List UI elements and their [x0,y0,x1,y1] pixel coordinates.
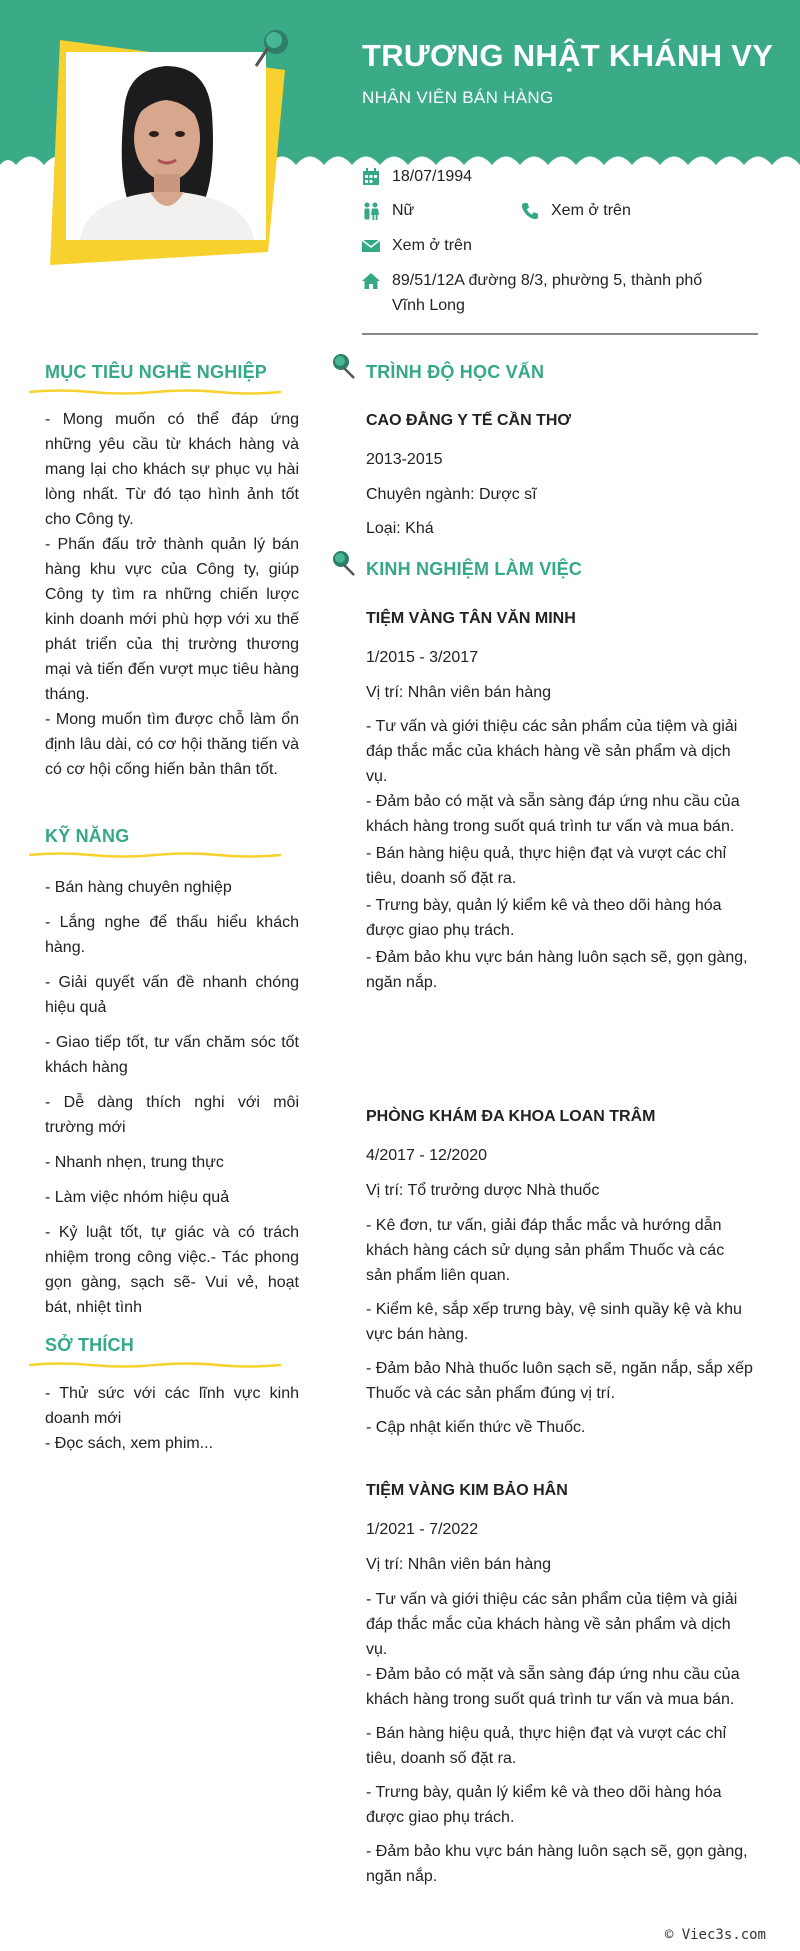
objective-title: MỤC TIÊU NGHỀ NGHIỆP [45,362,268,382]
skill-item: - Giao tiếp tốt, tư vấn chăm sóc tốt khách hàng [45,1034,299,1076]
hobby-item: - Đọc sách, xem phim... [45,1435,214,1452]
pushpin-icon [330,352,358,382]
contact-address [362,268,762,320]
duty-item: - Cập nhật kiến thức về Thuốc. [366,1419,586,1436]
calendar-icon [362,168,380,186]
hobbies-underline [28,1361,282,1369]
duty-item: - Bán hàng hiệu quả, thực hiện đạt và vượt các chỉ tiêu, doanh số đặt ra. [366,845,727,887]
objective-paragraph: - Phấn đấu trở thành quản lý bán hàng khu vực của Công ty, giúp Công ty tìm ra những chiến lược kinh doanh mới phù hợp với xu thế phát triển của thị trường thương mại và tiến đến vượt mục tiêu hàng tháng. [45,536,299,703]
skill-item: - Lắng nghe để thấu hiểu khách hàng. [45,914,299,956]
job-position: Vị trí: Nhân viên bán hàng [366,684,552,701]
envelope-icon [362,237,380,255]
education-school: CAO ĐẲNG Y TẾ CẦN THƠ [366,412,572,429]
skill-item: - Nhanh nhẹn, trung thực [45,1154,224,1171]
education-grade: Loại: Khá [366,520,434,537]
job-duties [366,1213,754,1440]
hobbies-list [45,1381,299,1456]
skill-item: - Dễ dàng thích nghi với môi trường mới [45,1094,299,1136]
email-value: Xem ở trên [392,237,472,254]
skill-item: - Bán hàng chuyên nghiệp [45,879,232,896]
duty-item: - Đảm bảo khu vực bán hàng luôn sạch sẽ, gọn gàng, ngăn nắp. [366,1843,748,1885]
job-duties [366,714,754,995]
education-title: TRÌNH ĐỘ HỌC VẤN [366,362,545,382]
duty-item: - Đảm bảo khu vực bán hàng luôn sạch sẽ, gọn gàng, ngăn nắp. [366,949,748,991]
job-title: NHÂN VIÊN BÁN HÀNG [362,88,554,107]
duty-item: - Trưng bày, quản lý kiểm kê và theo dõi hàng hóa được giao phụ trách. [366,897,722,939]
job-period: 1/2015 - 3/2017 [366,649,479,666]
duty-item: - Đảm bảo có mặt và sẵn sàng đáp ứng nhu cầu của khách hàng trong suốt quá trình tư vấn và mua bán. [366,793,740,835]
skills-underline [28,851,282,859]
education-period: 2013-2015 [366,451,443,468]
contact-gender [362,198,512,223]
home-icon [362,272,380,290]
pushpin-icon [330,549,358,579]
contact-phone [521,198,721,223]
education-major: Chuyên ngành: Dược sĩ [366,486,537,503]
dob-value: 18/07/1994 [392,168,473,185]
pushpin-icon [250,26,294,72]
job-position: Vị trí: Tổ trưởng dược Nhà thuốc [366,1182,600,1199]
contact-dob [362,164,562,189]
gender-value: Nữ [392,202,415,219]
objective-underline [28,388,282,396]
skill-item: - Kỷ luật tốt, tự giác và có trách nhiệm trong công việc.- Tác phong gọn gàng, sạch sẽ- Vui vẻ, hoạt bát, nhiệt tình [45,1224,299,1316]
gender-icon [362,202,380,220]
job-company: TIỆM VÀNG TÂN VĂN MINH [366,610,576,627]
duty-item: - Trưng bày, quản lý kiểm kê và theo dõi hàng hóa được giao phụ trách. [366,1784,722,1826]
objective-paragraph: - Mong muốn có thể đáp ứng những yêu cầu từ khách hàng và mang lại cho khách sự phục vụ hài lòng nhất. Từ đó tạo hình ảnh tốt cho Công ty. [45,411,299,528]
job-position: Vị trí: Nhân viên bán hàng [366,1556,552,1573]
contact-email [362,233,562,258]
experience-title: KINH NGHIỆM LÀM VIỆC [366,559,583,579]
duty-item: - Đảm bảo Nhà thuốc luôn sạch sẽ, ngăn nắp, sắp xếp Thuốc và các sản phẩm đúng vị trí. [366,1360,753,1402]
objective-text [45,407,299,782]
objective-paragraph: - Mong muốn tìm được chỗ làm ổn định lâu dài, có cơ hội thăng tiến và có cơ hội cống hiến bản thân tốt. [45,711,299,778]
footer-copyright: © Viec3s.com [664,1927,766,1943]
duty-item: - Kê đơn, tư vấn, giải đáp thắc mắc và hướng dẫn khách hàng cách sử dụng sản phẩm Thuốc và các sản phẩm liên quan. [366,1217,725,1284]
hobbies-title: SỞ THÍCH [45,1335,134,1355]
candidate-name: TRƯƠNG NHẬT KHÁNH VY [362,38,774,73]
duty-item: - Bán hàng hiệu quả, thực hiện đạt và vượt các chỉ tiêu, doanh số đặt ra. [366,1725,727,1767]
skills-list [45,875,299,1330]
job-duties [366,1587,754,1889]
job-period: 4/2017 - 12/2020 [366,1147,487,1164]
skill-item: - Giải quyết vấn đề nhanh chóng hiệu quả [45,974,299,1016]
portrait-image [66,52,266,240]
job-company: TIỆM VÀNG KIM BẢO HÂN [366,1482,568,1499]
header-divider [362,333,758,335]
duty-item: - Tư vấn và giới thiệu các sản phẩm của tiệm và giải đáp thắc mắc của khách hàng về sản phẩm và dịch vụ. - Đảm bảo có mặt và sẵn sàng đáp ứng nhu cầu của khách hàng trong suốt quá trình tư vấn và mua bán. [366,1591,740,1708]
job-period: 1/2021 - 7/2022 [366,1521,479,1538]
phone-value: Xem ở trên [551,202,631,219]
skill-item: - Làm việc nhóm hiệu quả [45,1189,230,1206]
duty-item: - Kiểm kê, sắp xếp trưng bày, vệ sinh quầy kệ và khu vực bán hàng. [366,1301,742,1343]
hobby-item: - Thử sức với các lĩnh vực kinh doanh mới [45,1385,299,1427]
phone-icon [521,202,539,220]
profile-photo [66,52,266,240]
duty-item: - Tư vấn và giới thiệu các sản phẩm của tiệm và giải đáp thắc mắc của khách hàng về sản phẩm và dịch vụ. [366,718,738,785]
address-value: 89/51/12A đường 8/3, phường 5, thành phố Vĩnh Long [392,272,703,314]
job-company: PHÒNG KHÁM ĐA KHOA LOAN TRÂM [366,1108,656,1125]
skills-title: KỸ NĂNG [45,826,130,846]
